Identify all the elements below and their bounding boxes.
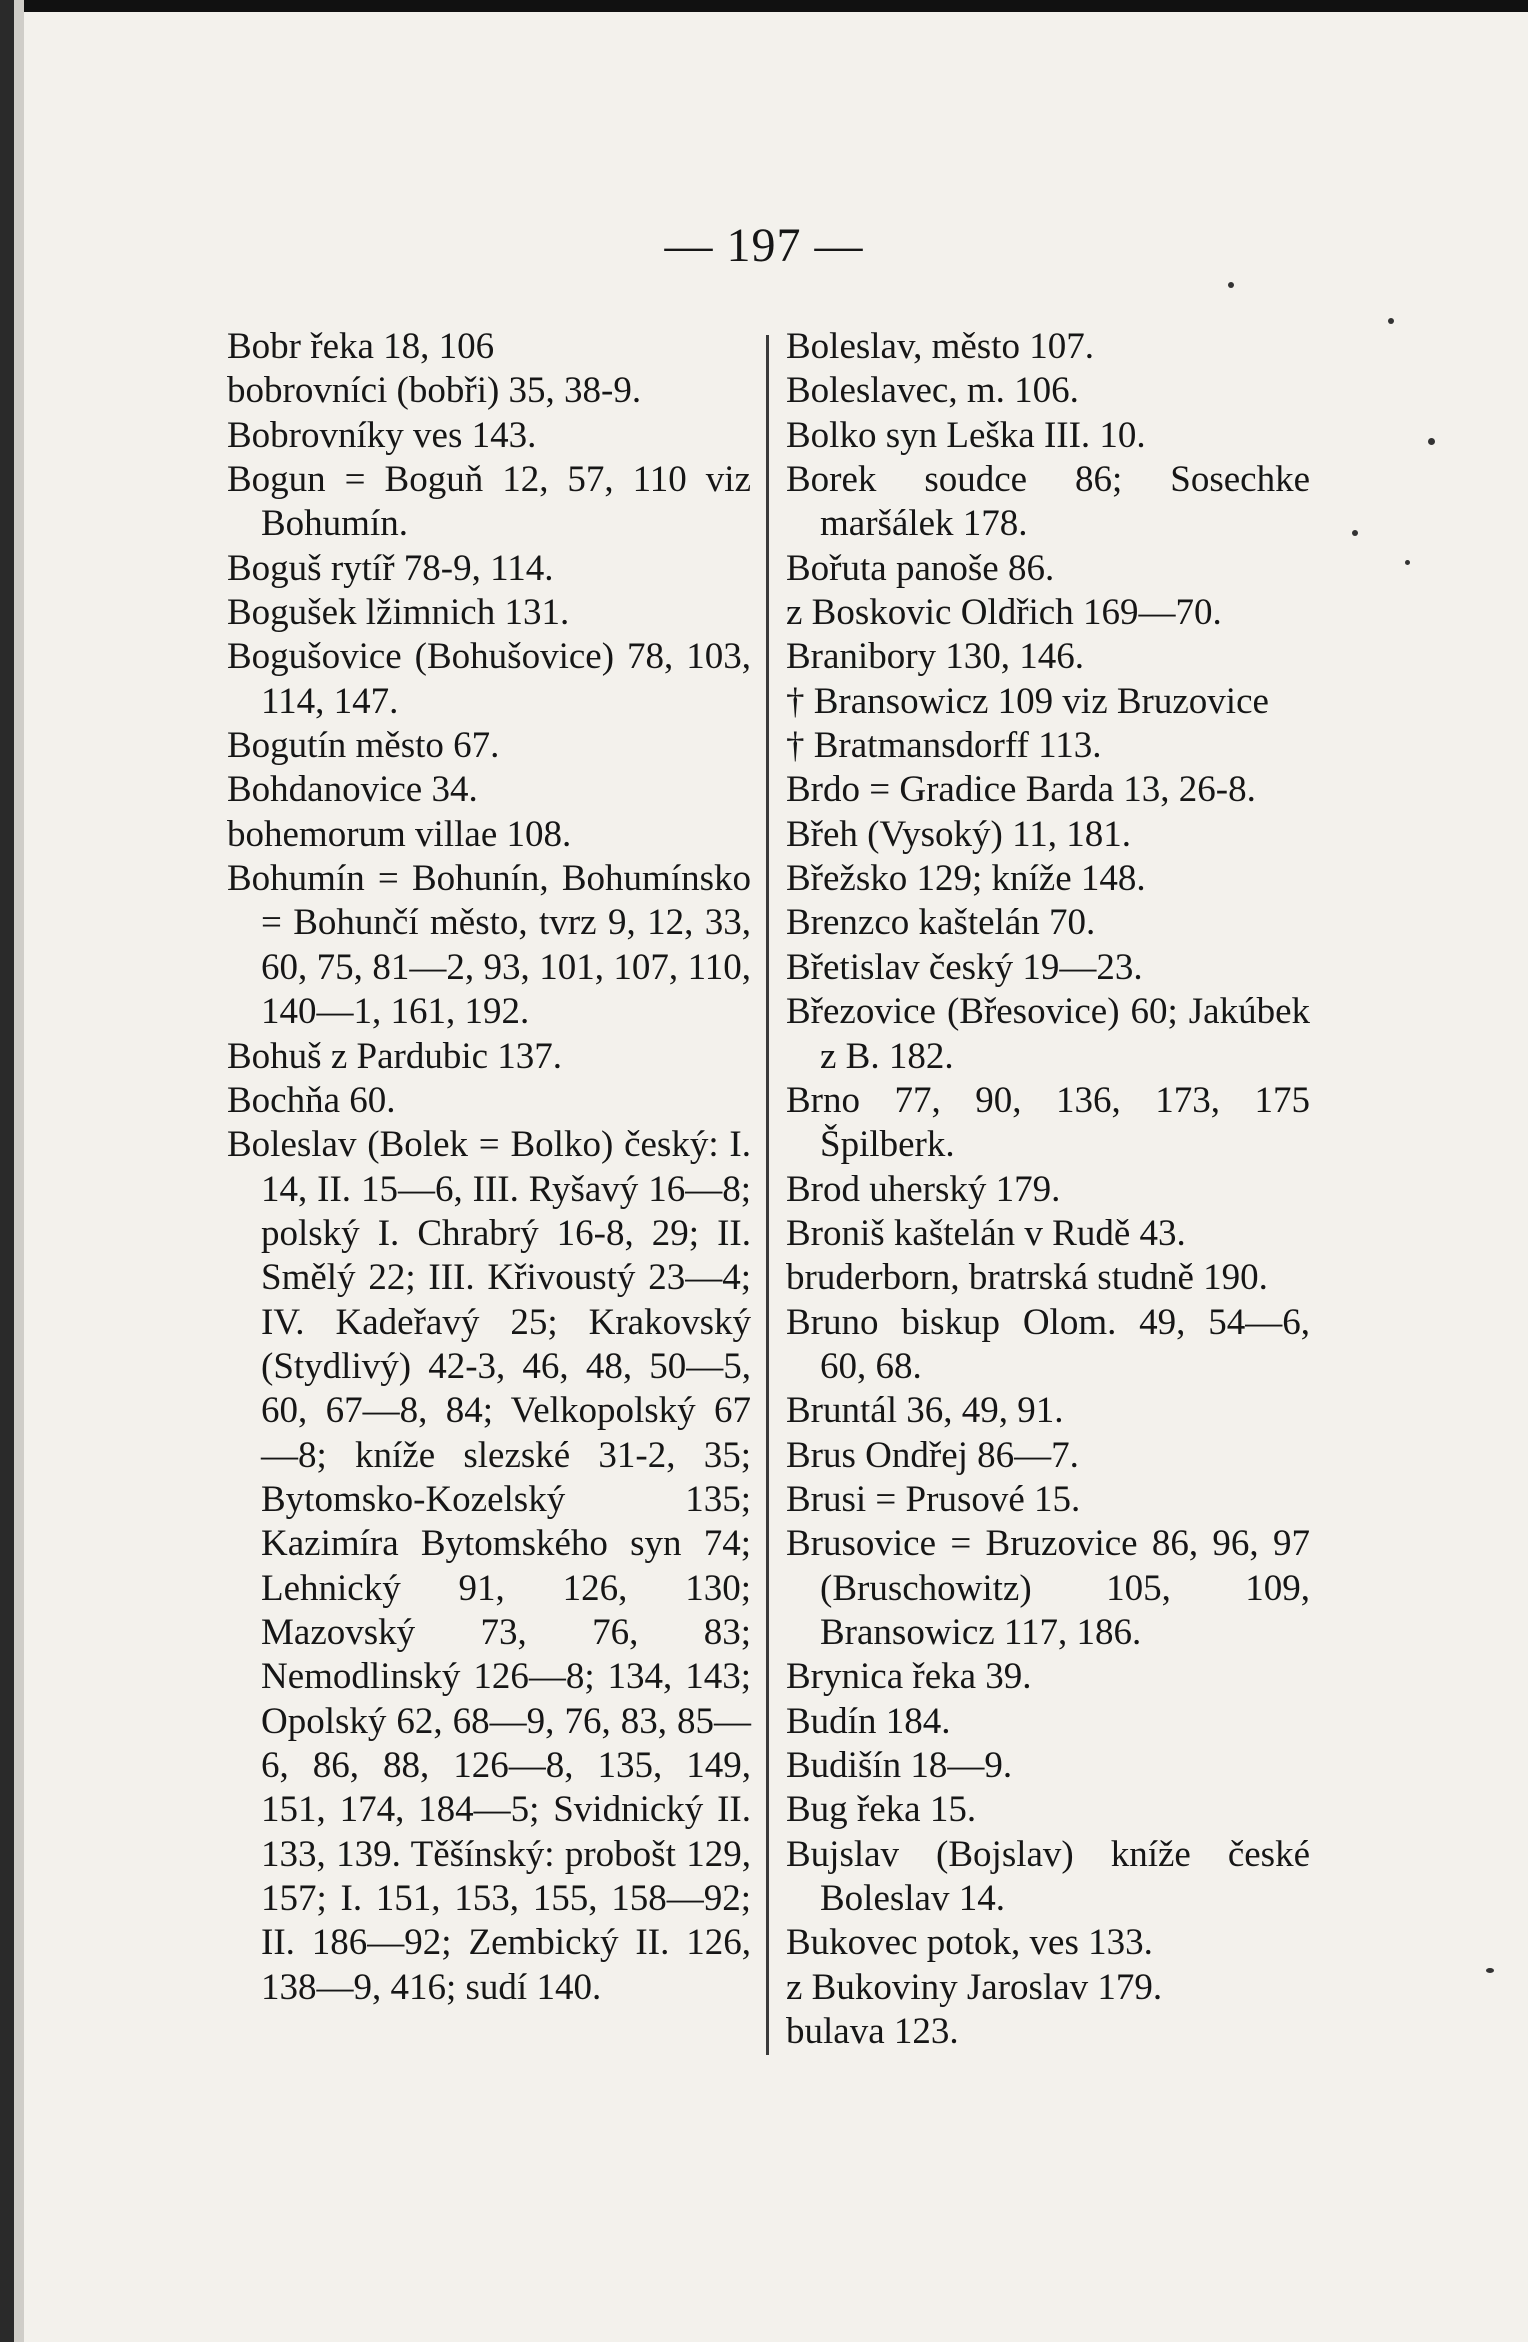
index-entry: Brno 77, 90, 136, 173, 175 Špilberk.	[786, 1079, 1310, 1166]
scan-speck	[1405, 560, 1410, 565]
index-entry: Bohuš z Pardubic 137.	[227, 1035, 563, 1077]
index-entry: † Bransowicz 109 viz Bruzovice	[786, 680, 1269, 722]
index-entry: Bohumín = Bohunín, Bohumínsko = Bohunčí město, tvrz 9, 12, 33, 60, 75, 81—2, 93, 101, 107, 110, 140—1, 161, 192.	[227, 858, 751, 1033]
index-entry: Brusovice = Bruzovice 86, 96, 97 (Bruschowitz) 105, 109, Bransowicz 117, 186.	[786, 1523, 1310, 1653]
index-entry: Bruntál 36, 49, 91.	[786, 1390, 1064, 1432]
scan-speck	[1228, 282, 1234, 288]
scan-speck	[1428, 438, 1435, 445]
scan-left-shadow	[14, 0, 24, 2342]
index-entry: z Boskovic Oldřich 169—70.	[786, 592, 1222, 634]
index-column-left	[227, 325, 751, 2010]
index-column-right	[786, 325, 1310, 2054]
index-entry: Bogušek lžimnich 131.	[227, 592, 570, 634]
index-entry: Brenzco kaštelán 70.	[786, 902, 1096, 944]
index-entry: Brynica řeka 39.	[786, 1656, 1032, 1698]
index-entry: Břežsko 129; kníže 148.	[786, 858, 1146, 900]
index-entry: Bobrovníky ves 143.	[227, 414, 537, 456]
index-entry: Bochňa 60.	[227, 1079, 396, 1121]
index-entry: Boleslav (Bolek = Bolko) český: I. 14, II. 15—6, III. Ryšavý 16—8; polský I. Chrabrý 16-8, 29; II. Smělý 22; III. Křivoustý 23—4; IV. Kadeřavý 25; Krakovský (Stydlivý) 42-3, 46, 48, 50—5, 60, 67—8, 84; Velkopolský 67—8; kníže slezské 31-2, 35; Bytomsko-Kozelský 135; Kazimíra Bytomského syn 74; Lehnický 91, 126, 130; Mazovský 73, 76, 83; Nemodlinský 126—8; 134, 143; Opolský 62, 68—9, 76, 83, 85—6, 86, 88, 126—8, 135, 149, 151, 174, 184—5; Svidnický II. 133, 139. Těšínský: probošt 129, 157; I. 151, 153, 155, 158—92; II. 186—92; Zembický II. 126, 138—9, 416; sudí 140.	[227, 1124, 751, 2008]
index-entry: Borek soudce 86; Sosechke maršálek 178.	[786, 459, 1310, 545]
index-entry: Brusi = Prusové 15.	[786, 1478, 1081, 1520]
index-entry: Budín 184.	[786, 1700, 951, 1742]
index-entry: Bruno biskup Olom. 49, 54—6, 60, 68.	[786, 1301, 1310, 1387]
index-entry: Bogun = Boguň 12, 57, 110 viz Bohumín.	[227, 459, 751, 545]
page-number: — 197 —	[664, 219, 864, 272]
index-entry: Budišín 18—9.	[786, 1745, 1013, 1786]
index-entry: Bohdanovice 34.	[227, 769, 478, 811]
index-entry: Bobr řeka 18, 106	[227, 326, 495, 367]
scan-speck	[1388, 318, 1394, 324]
scan-left-binding-edge	[0, 0, 14, 2342]
scan-top-border	[0, 0, 1528, 12]
index-entry: bulava 123.	[786, 2011, 959, 2053]
index-entry: Bujslav (Bojslav) kníže české Boleslav 14.	[786, 1833, 1310, 1920]
index-entry: Bogutín město 67.	[227, 725, 500, 767]
index-entry: Boleslavec, m. 106.	[786, 370, 1079, 412]
index-entry: Brdo = Gradice Barda 13, 26-8.	[786, 769, 1256, 811]
index-entry: Boleslav, město 107.	[786, 326, 1094, 367]
index-entry: Brus Ondřej 86—7.	[786, 1434, 1079, 1476]
index-entry: Bukovec potok, ves 133.	[786, 1922, 1153, 1964]
index-entry: Broniš kaštelán v Rudě 43.	[786, 1212, 1186, 1254]
index-entry: bobrovníci (bobři) 35, 38-9.	[227, 370, 642, 412]
index-entry: Brod uherský 179.	[786, 1168, 1061, 1210]
index-entry: † Bratmansdorff 113.	[786, 725, 1102, 767]
index-entry: Branibory 130, 146.	[786, 636, 1085, 678]
index-entry: Břeh (Vysoký) 11, 181.	[786, 813, 1131, 855]
index-entry: Bogušovice (Bohušovice) 78, 103, 114, 147.	[227, 636, 751, 722]
column-divider	[766, 335, 769, 2055]
index-entry: Bořuta panoše 86.	[786, 547, 1055, 589]
index-entry: Bolko syn Leška III. 10.	[786, 414, 1146, 456]
index-entry: bohemorum villae 108.	[227, 813, 572, 855]
index-entry: Bug řeka 15.	[786, 1789, 977, 1831]
scan-speck	[1352, 530, 1358, 536]
index-entry: Březovice (Břesovice) 60; Jakúbek z B. 182.	[786, 991, 1310, 1077]
index-entry: Břetislav český 19—23.	[786, 946, 1143, 988]
scan-speck	[1486, 1968, 1494, 1973]
index-entry: Boguš rytíř 78-9, 114.	[227, 547, 554, 589]
index-entry: z Bukoviny Jaroslav 179.	[786, 1966, 1163, 2008]
index-entry: bruderborn, bratrská studně 190.	[786, 1257, 1268, 1299]
